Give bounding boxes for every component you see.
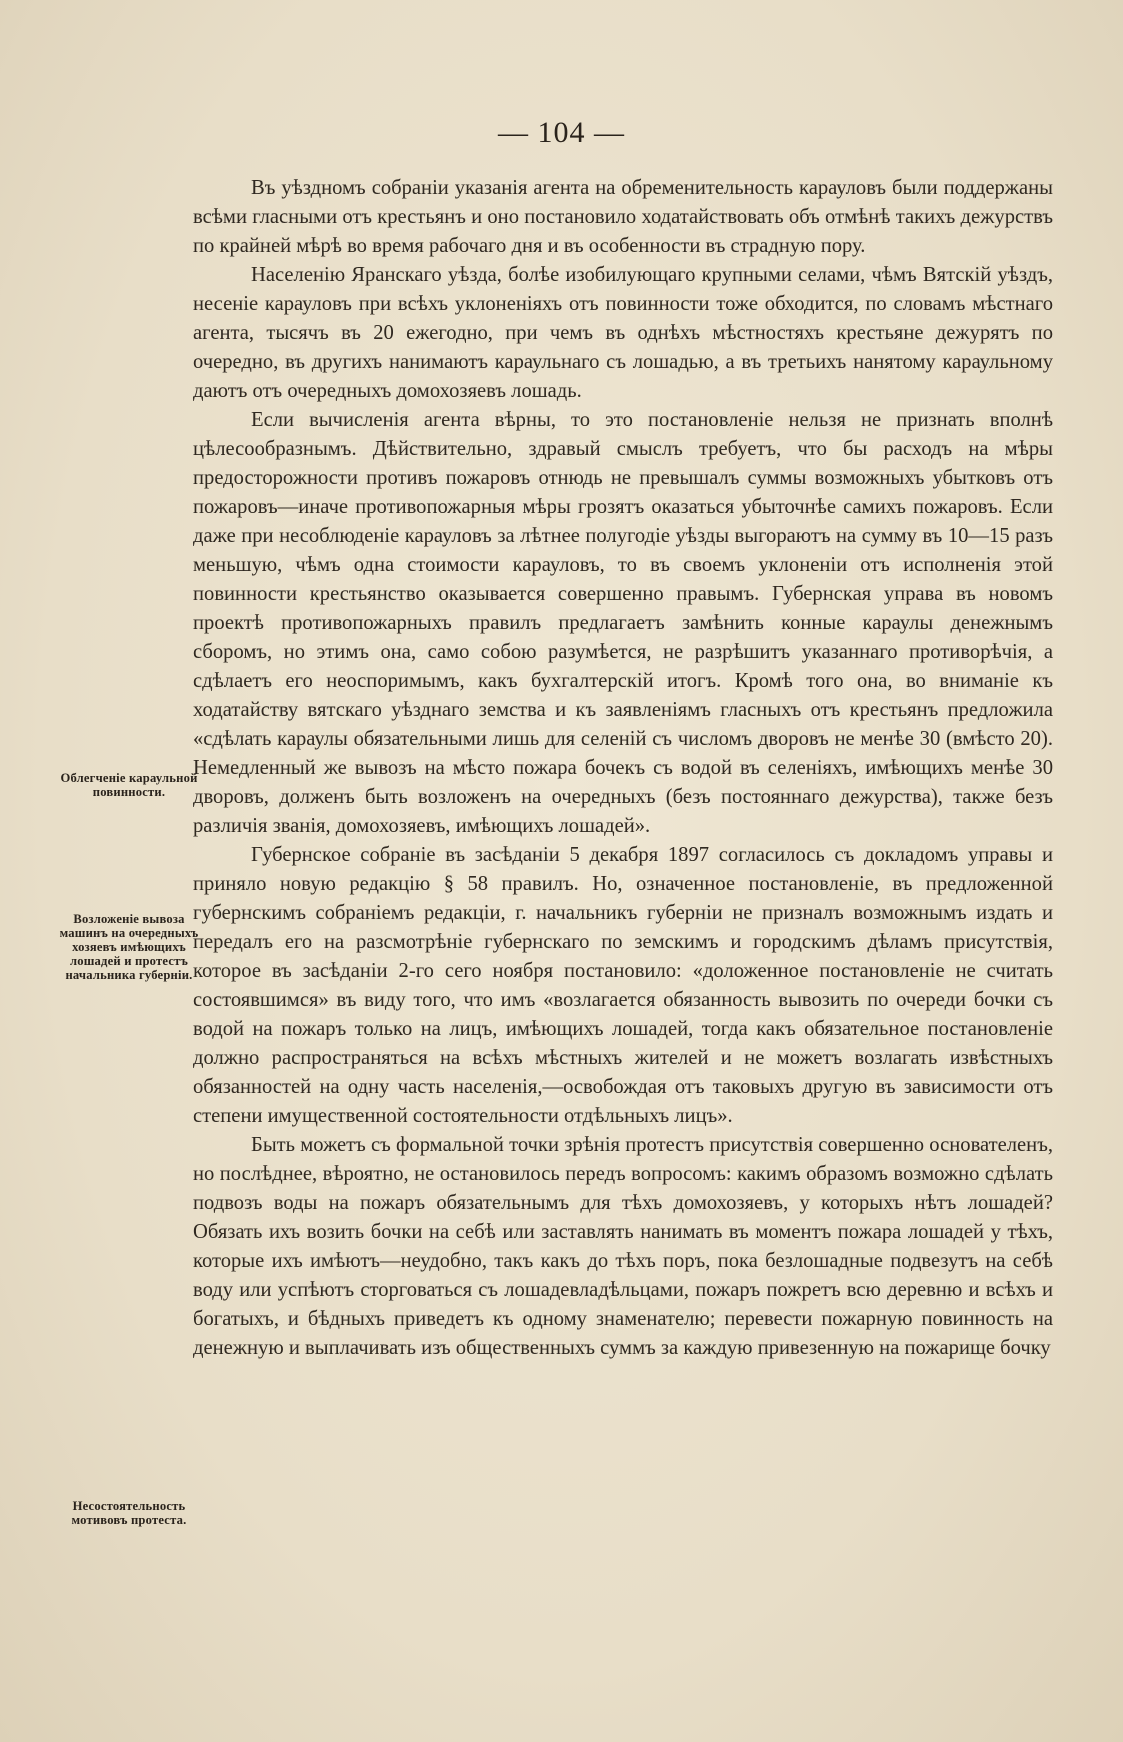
paragraph: Въ уѣздномъ собраніи указанія агента на обременительность карауловъ были поддержаны всѣми гласными отъ крестьянъ и оно постановило ходатайствовать объ отмѣнѣ такихъ дежурствъ по крайней мѣрѣ во время рабочаго дня и въ особенности въ страдную пору. [193,177,1053,257]
page-number: — 104 — [498,116,625,149]
paragraph: Населенію Яранскаго уѣзда, болѣе изобилующаго крупными селами, чѣмъ Вятскій уѣздъ, несеніе карауловъ при всѣхъ уклоненіяхъ отъ повинности тоже обходится, по словамъ мѣстнаго агента, тысячъ въ 20 ежегодно, при чемъ въ однѣхъ мѣстностяхъ крестьяне дежурятъ по очередно, въ другихъ нанимаютъ караульнаго съ лошадью, а въ третьихъ нанятому караульному даютъ отъ очередныхъ домохозяевъ лошадь. [193,264,1053,402]
paragraph: Если вычисленія агента вѣрны, то это постановленіе нельзя не признать вполнѣ цѣлесообразнымъ. Дѣйствительно, здравый смыслъ требуетъ, что бы расходъ на мѣры предосторожности противъ пожаровъ отнюдь не превышалъ суммы возможныхъ убытковъ отъ пожаровъ—иначе противопожарныя мѣры грозятъ оказаться убыточнѣе самихъ пожаровъ. Если даже при несоблюденіе карауловъ за лѣтнее полугодіе уѣзды выгораютъ на сумму въ 10—15 разъ меньшую, чѣмъ одна стоимости карауловъ, то въ своемъ уклоненіи отъ исполненія этой повинности крестьянство оказывается совершенно правымъ. Губернская управа въ новомъ проектѣ противопожарныхъ правилъ предлагаетъ замѣнить конные караулы денежнымъ сборомъ, но этимъ она, само собою разумѣется, не разрѣшитъ указаннаго противорѣчія, а сдѣлаетъ его неоспоримымъ, какъ бухгалтерскій итогъ. Кромѣ того она, во вниманіе къ ходатайству вятскаго уѣзднаго земства и къ заявленіямъ гласныхъ отъ крестьянъ предложила «сдѣлать караулы обязательными лишь для селеній съ числомъ дворовъ не менѣе 30 (вмѣсто 20). Немедленный же вывозъ на мѣсто пожара бочекъ съ водой въ селеніяхъ, имѣющихъ менѣе 30 дворовъ, долженъ быть возложенъ на очередныхъ (безъ постояннаго дежурства), также безъ различія званія, домохозяевъ, имѣющихъ лошадей». [193,409,1053,837]
margin-note: Несостоятельность мотивовъ протеста. [71,1499,187,1527]
margin-note: Возложеніе вывоза машинъ на очередныхъ хозяевъ имѣющихъ лошадей и протестъ начальника губерніи. [59,912,199,982]
main-text-column [193,174,1053,1363]
paragraph: Быть можетъ съ формальной точки зрѣнія протестъ присутствія совершенно основателенъ, но послѣднее, вѣроятно, не остановилось передъ вопросомъ: какимъ образомъ возможно сдѣлать подвозъ воды на пожаръ обязательнымъ для тѣхъ домохозяевъ, у которыхъ нѣтъ лошадей? Обязать ихъ возить бочки на себѣ или заставлять нанимать въ моментъ пожара лошадей у тѣхъ, которые ихъ имѣютъ—неудобно, такъ какъ до тѣхъ поръ, пока безлошадные подвезутъ на себѣ воду или успѣютъ сторговаться съ лошадевладѣльцами, пожаръ пожретъ всю деревню и всѣхъ и богатыхъ, и бѣдныхъ приведетъ къ одному знаменателю; перевести пожарную повинность на денежную и выплачивать изъ общественныхъ суммъ за каждую привезенную на пожарище бочку [193,1134,1053,1359]
paragraph: Губернское собраніе въ засѣданіи 5 декабря 1897 согласилось съ докладомъ управы и приняло новую редакцію § 58 правилъ. Но, означенное постановленіе, въ предложенной губернскимъ собраніемъ редакціи, г. начальникъ губерніи не призналъ возможнымъ издать и передалъ его на разсмотрѣніе губернскаго по земскимъ и городскимъ дѣламъ присутствія, которое въ засѣданіи 2-го сего ноября постановило: «доложенное постановленіе не считать состоявшимся» въ виду того, что имъ «возлагается обязанность вывозить по очереди бочки съ водой на пожаръ только на лицъ, имѣющихъ лошадей, тогда какъ обязательное постановленіе должно распространяться на всѣхъ мѣстныхъ жителей и не можетъ возлагать извѣстныхъ обязанностей на одну часть населенія,—освобождая отъ таковыхъ другую въ зависимости отъ степени имущественной состоятельности отдѣльныхъ лицъ». [193,844,1053,1127]
margin-note: Облегченіе караульной повинности. [60,771,198,799]
